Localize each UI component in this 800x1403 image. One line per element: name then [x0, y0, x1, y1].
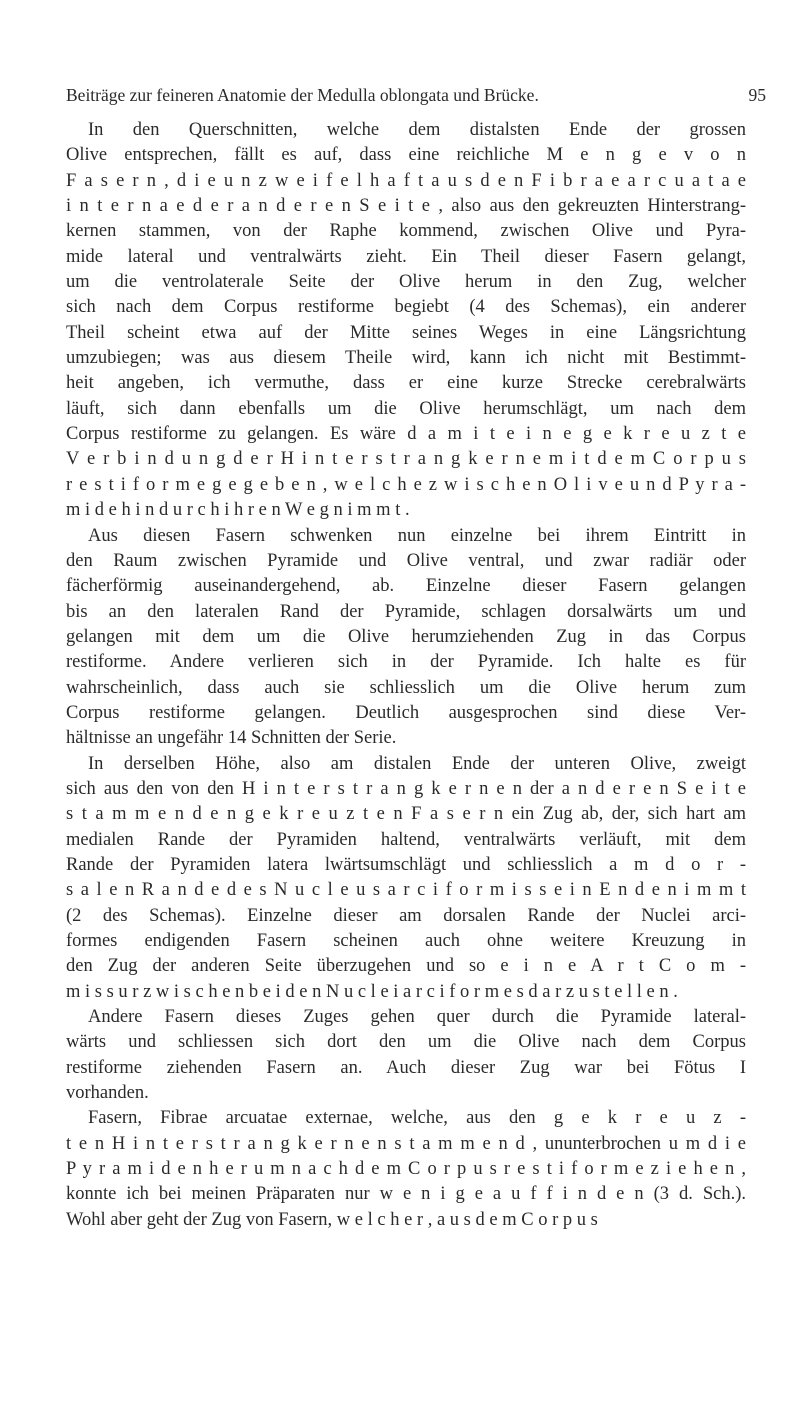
text-line: umzubiegen; was aus diesem Theile wird, kann ich nicht mit Bestimmt-	[66, 348, 746, 369]
text-line: fächerförmig auseinandergehend, ab. Einzelne dieser Fasern gelangen	[66, 576, 746, 597]
page-number: 95	[748, 85, 766, 105]
text-line: restiforme. Andere verlieren sich in der Pyramide. Ich halte es für	[66, 652, 746, 673]
text-line: konnte ich bei meinen Präparaten nur w e n i g e a u f f i n d e n (3 d. Sch.).	[66, 1184, 746, 1205]
text-line: Corpus restiforme gelangen. Deutlich ausgesprochen sind diese Ver-	[66, 702, 746, 723]
text-line: sich nach dem Corpus restiforme begiebt (4 des Schemas), ein anderer	[66, 297, 746, 318]
text-line: r e s t i f o r m e g e g e b e n , w e l c h e z w i s c h e n O l i v e u n d P y r a -	[66, 474, 746, 495]
text-line: den Raum zwischen Pyramide und Olive ventral, und zwar radiär oder	[66, 550, 746, 571]
text-line: vorhanden.	[66, 1083, 149, 1104]
text-line: formes endigenden Fasern scheinen auch ohne weitere Kreuzung in	[66, 931, 746, 951]
text-line: s a l e n R a n d e d e s N u c l e u s a r c i f o r m i s s e i n E n d e n i m m t	[66, 880, 746, 901]
text-line: Andere Fasern dieses Zuges gehen quer durch die Pyramide lateral-	[88, 1007, 746, 1028]
text-line: Aus diesen Fasern schwenken nun einzelne bei ihrem Eintritt in	[88, 525, 746, 546]
text-line: läuft, sich dann ebenfalls um die Olive herumschlägt, um nach dem	[66, 398, 746, 419]
running-title: Beiträge zur feineren Anatomie der Medulla oblongata und Brücke.	[66, 85, 539, 105]
text-line: t e n H i n t e r s t r a n g k e r n e n s t a m m e n d , ununterbrochen u m d i e	[66, 1133, 746, 1154]
text-line: bis an den lateralen Rand der Pyramide, schlagen dorsalwärts um und	[66, 601, 746, 622]
text-line: wärts und schliessen sich dort den um die Olive nach dem Corpus	[66, 1032, 746, 1053]
text-line: kernen stammen, von der Raphe kommend, zwischen Olive und Pyra-	[66, 221, 746, 242]
text-line: m i s s u r z w i s c h e n b e i d e n N u c l e i a r c i f o r m e s d a r z u s t e l l e n .	[66, 981, 678, 1002]
text-line: P y r a m i d e n h e r u m n a c h d e m C o r p u s r e s t i f o r m e z i e h e n ,	[66, 1159, 746, 1180]
text-line: Olive entsprechen, fällt es auf, dass eine reichliche M e n g e v o n	[66, 145, 746, 166]
text-line: den Zug der anderen Seite überzugehen und so e i n e A r t C o m -	[66, 956, 746, 977]
body-text	[66, 118, 746, 1233]
text-line: medialen Rande der Pyramiden haltend, ventralwärts verläuft, mit dem	[66, 829, 746, 850]
text-line: Corpus restiforme zu gelangen. Es wäre d a m i t e i n e g e k r e u z t e	[66, 424, 746, 445]
text-line: F a s e r n , d i e u n z w e i f e l h a f t a u s d e n F i b r a e a r c u a t a e	[66, 170, 746, 191]
text-line: Theil scheint etwa auf der Mitte seines Weges in eine Längsrichtung	[66, 322, 746, 343]
text-line: s t a m m e n d e n g e k r e u z t e n F a s e r n ein Zug ab, der, sich hart am	[66, 804, 746, 825]
text-line: In den Querschnitten, welche dem distalsten Ende der grossen	[88, 120, 746, 140]
text-line: gelangen mit dem um die Olive herumziehenden Zug in das Corpus	[66, 626, 746, 647]
text-line: Rande der Pyramiden latera lwärtsumschlägt und schliesslich a m d o r -	[66, 854, 746, 875]
text-line: mide lateral und ventralwärts zieht. Ein Theil dieser Fasern gelangt,	[66, 246, 746, 267]
text-line: hältnisse an ungefähr 14 Schnitten der Serie.	[66, 728, 397, 749]
text-line: Fasern, Fibrae arcuatae externae, welche, aus den g e k r e u z -	[88, 1108, 746, 1129]
text-line: i n t e r n a e d e r a n d e r e n S e i t e , also aus den gekreuzten Hinterstrang-	[66, 196, 746, 217]
text-line: V e r b i n d u n g d e r H i n t e r s t r a n g k e r n e m i t d e m C o r p u s	[66, 449, 746, 470]
text-line: restiforme ziehenden Fasern an. Auch dieser Zug war bei Fötus I	[66, 1057, 746, 1078]
text-line: m i d e h i n d u r c h i h r e n W e g n i m m t .	[66, 500, 410, 521]
text-line: heit angeben, ich vermuthe, dass er eine kurze Strecke cerebralwärts	[66, 373, 746, 394]
text-line: (2 des Schemas). Einzelne dieser am dorsalen Rande der Nuclei arci-	[66, 905, 746, 926]
text-line: um die ventrolaterale Seite der Olive herum in den Zug, welcher	[66, 272, 746, 293]
text-line: sich aus den von den H i n t e r s t r a n g k e r n e n der a n d e r e n S e i t e	[66, 778, 746, 799]
text-line: wahrscheinlich, dass auch sie schliesslich um die Olive herum zum	[66, 677, 746, 698]
text-line: Wohl aber geht der Zug von Fasern, w e l c h e r , a u s d e m C o r p u s	[66, 1209, 598, 1230]
text-line: In derselben Höhe, also am distalen Ende der unteren Olive, zweigt	[88, 753, 746, 774]
